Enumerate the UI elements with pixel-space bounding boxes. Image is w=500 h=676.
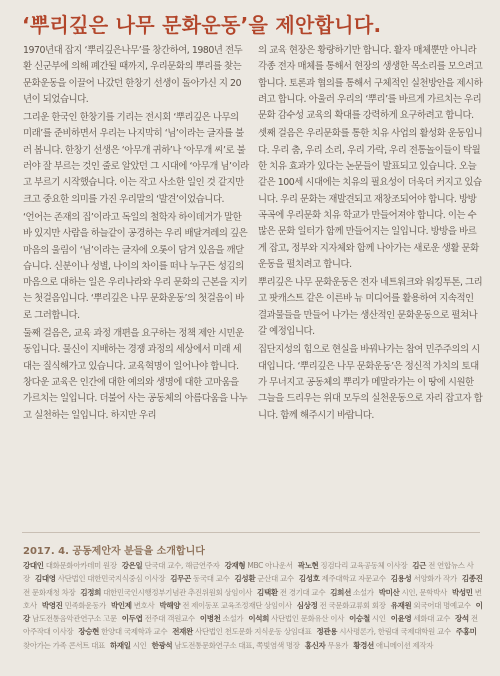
paragraph: 1970년대 잡지 ‘뿌리깊은나무’를 창간하여, 1980년 전두환 신군부에 의해 폐간될 때까지, 우리문화의 뿌리를 찾는 문화운동을 이끌어 나갔던 한창기 선생이 돌아가신 지 20년이 되었습니다. — [23, 45, 243, 105]
contributor-item — [172, 627, 311, 636]
contributor-desc: 소설가 — [222, 614, 244, 624]
contributor-name: 김택환 — [257, 587, 278, 597]
contributor-item — [330, 588, 373, 597]
contributor-desc: 소설가 — [353, 587, 374, 597]
paragraph: 의 교육 현장은 황량하기만 합니다. 활자 매체뿐만 아니라 각종 전자 매체를 통해서 현장의 생생한 목소리를 모으려고 합니다. 토론과 협의를 통해서 구체적인 실천방안을 제시하려고 합니다. 아울러 우리의 ‘뿌리’를 바르게 가르치는 우리문화 감수성 교육의 확대를 강력하게 요구하려고 합니다. — [258, 45, 483, 122]
page-title: ‘뿌리깊은 나무 문화운동’을 제안합니다. — [22, 13, 382, 37]
contributor-name: 강은일 — [121, 561, 143, 570]
contributor-name: 강재형 — [224, 561, 246, 570]
paragraph: 셋째 걸음은 우리문화를 통한 치유 사업의 활성화 운동입니다. 우리 춤, 우리 소리, 우리 가락, 우리 전통놀이들이 탁월한 치유 효과가 있다는 논문들이 발표되고 있습니다. 오늘 같은 100세 시대에는 치유의 필요성이 더욱더 커지고 있습니다. 우리 문화는 재발견되고 재창조되어야 합니다. 방방곡곡에 우리문화 치유 학교가 만들어져야 합니다. 이는 수많은 문화 일터가 함께 만들어지는 일입니다. 방방을 바르게 잡고, 정부와 지자체와 함께 나아가는 새로운 생활 문화운동을 펼치려고 합니다. — [258, 128, 483, 270]
contributor-item — [122, 614, 195, 623]
contributor-desc: 사단법인 천도문화 지식운동 상임대표 — [195, 627, 312, 637]
contributor-name: 강대인 — [23, 561, 44, 570]
contributor-name: 이석희 — [248, 614, 270, 624]
contributor-desc: 전 국문화교류회 회장 — [319, 600, 386, 610]
contributor-name: 전재완 — [172, 627, 193, 637]
contributor-desc: 남도전통문화연구소 대표, 쪽빛염색 명장 — [174, 640, 300, 650]
contributor-item — [353, 641, 433, 650]
contributor-item — [110, 641, 147, 650]
contributor-item — [235, 574, 294, 583]
contributor-name: 이윤영 — [390, 614, 412, 624]
contributor-item — [391, 614, 450, 623]
contributor-item — [349, 614, 386, 623]
contributor-item — [200, 614, 243, 623]
contributors-heading: 2017. 4. 공동제안자 분들을 소개합니다 — [23, 546, 205, 557]
contributor-desc: 시인, 문학박사 — [401, 587, 447, 597]
paragraph: ‘언어는 존재의 집’이라고 독일의 철학자 하이데거가 말한 바 있지만 사람을 하늘같이 공경하는 우리 배달겨레의 깊은 마음의 울림이 ‘님’이라는 글자에 오롯이 담겨 있음을 깨닫습니다. 신분이나 성별, 나이의 차이를 떠나 누구든 성김의 마음으로 대하는 일은 우리나라와 우리 문화의 근본을 지키는 첫걸음입니다. ‘뿌리깊은 나무 문화운동’의 첫걸음이 바로 그러합니다. — [23, 211, 248, 321]
contributor-desc: 외국어대 명예교수 — [413, 600, 471, 610]
contributor-desc: 징검다리 교육공동체 이사장 — [320, 561, 408, 570]
contributor-desc: 단국대 교수, 해금연주자 — [144, 561, 220, 570]
contributor-desc: 세화대 교수 — [413, 614, 450, 624]
contributor-desc: 동국대 교수 — [192, 574, 230, 584]
contributor-item — [316, 627, 450, 636]
contributor-name: 김근 — [412, 561, 427, 570]
contributor-desc: 전 제이동포 교육조정재단 상임이사 — [182, 600, 292, 610]
contributor-item — [122, 561, 220, 570]
contributor-item — [248, 614, 344, 623]
contributor-item — [391, 574, 457, 583]
contributor-item — [299, 574, 386, 583]
contributor-name: 하재일 — [110, 640, 131, 650]
left-column — [23, 43, 249, 426]
contributor-name: 김대영 — [34, 574, 56, 584]
right-column — [258, 43, 484, 426]
contributor-desc: 변호사 — [133, 600, 155, 610]
contributor-item — [111, 601, 154, 610]
contributor-desc: 전 경기대 교수 — [279, 587, 326, 597]
contributor-item — [379, 588, 447, 597]
contributor-desc: 제주대학교 자문교수 — [321, 574, 386, 584]
paragraph: 집단지성의 힘으로 현실을 바꿔나가는 참여 민주주의의 시대입니다. ‘뿌리깊은 나무 문화운동’은 정신적 가치의 토대가 무너지고 공동체의 뿌리가 메말라가는 이 땅에 시원한 그늘을 드리우는 위대 모두의 실천운동으로 자리 잡고자 합니다. 함께 해주시기 바랍니다. — [258, 344, 483, 421]
contributor-name: 정관용 — [316, 627, 338, 637]
contributor-desc: 군산대 교수 — [257, 574, 294, 584]
contributor-desc: 서양화가 작가 — [413, 574, 457, 584]
contributor-item — [225, 561, 293, 570]
contributor-desc: 남도전통음악관연구소 고문 — [31, 614, 117, 624]
contributor-name: 박성민 — [451, 587, 473, 597]
contributor-desc: 찾아가는 가족 콘서트 대표 — [23, 640, 105, 650]
contributor-name: 이강 — [23, 600, 483, 624]
contributor-name: 한광석 — [151, 640, 173, 650]
contributor-name: 곽노현 — [297, 561, 319, 570]
contributor-desc: 한양대 국제학과 교수 — [101, 627, 168, 637]
contributor-item — [257, 588, 325, 597]
contributor-desc: 전 아주작대 이사장 — [23, 614, 478, 637]
contributor-item — [23, 561, 117, 570]
contributor-desc: 애니메이션 제작자 — [375, 640, 434, 650]
contributor-desc: 사단법인 문화유산 이사 — [271, 614, 345, 624]
contributor-desc: MBC 아나운서 — [247, 561, 293, 570]
contributor-item — [298, 561, 408, 570]
contributor-item — [305, 641, 348, 650]
contributor-name: 김용성 — [390, 574, 412, 584]
contributor-item — [42, 601, 106, 610]
contributor-name: 김성환 — [234, 574, 256, 584]
paragraph: 둘째 걸음은, 교육 과정 개편을 요구하는 정책 제안 시민운동입니다. 물신이 지배하는 경쟁 과정의 세상에서 미래 세대는 질식해가고 있습니다. 교육혁명이 일어나야 합니다. 창다운 교육은 인간에 대한 예의와 생명에 대한 고마움을 가르치는 일입니다. 더불어 사는 공동체의 아름다움을 나누고 실천하는 일입니다. 하지만 우리 — [23, 328, 248, 421]
contributors-list — [23, 559, 483, 652]
contributor-desc: 대한민국인시행정부기념관 추진위원회 상임이사 — [103, 587, 252, 597]
paragraph: 그리운 한국인 한창기를 기리는 전시회 ‘뿌리깊은 나무의 미래’를 준비하면서 우리는 나지막히 ‘님’이라는 글자를 불러 봅니다. 한창기 선생은 ‘아무개 귀하’나 ‘아무개 씨’로 불러야 잘 부르는 것인 줄로 알았던 그 시대에 ‘아무개 님’이라고 부르기 시작했습니다. 이는 작고 사소한 일인 것 같지만 크고 중요한 의미를 가진 우리말의 ‘발견’이었습니다. — [23, 112, 249, 205]
contributor-name: 김무곤 — [170, 574, 191, 584]
contributor-name: 김희선 — [330, 587, 351, 597]
contributor-name: 박해양 — [159, 600, 181, 610]
contributor-name: 박영진 — [41, 600, 63, 610]
contributor-name: 유재원 — [390, 600, 412, 610]
contributor-item — [159, 601, 291, 610]
contributor-desc: 사단법인 대한민국지식중심 이사장 — [57, 574, 166, 584]
contributor-desc: 대화문화아카데미 원장 — [45, 561, 117, 570]
paragraph: 뿌리깊은 나무 문화운동은 전자 네트워크와 워킹투톤, 그리고 팟캐스트 같은 이른바 뉴 미디어를 활용하여 지속적인 결과물들을 만들어 나가는 생산적인 문화운동으로 펼쳐나갈 예정입니다. — [258, 277, 483, 338]
contributor-name: 김종진 — [461, 574, 483, 584]
contributor-desc: 시인 — [132, 640, 147, 650]
contributor-name: 황경선 — [353, 640, 374, 650]
contributor-desc: 시사평론가, 한림대 국제대학원 교수 — [339, 627, 451, 637]
contributor-name: 박미산 — [378, 587, 400, 597]
contributor-item — [35, 574, 165, 583]
contributor-name: 이두엽 — [121, 614, 143, 624]
contributor-name: 박인제 — [111, 600, 132, 610]
contributor-name: 심상정 — [296, 600, 318, 610]
contributor-desc: 민족화운동가 — [64, 600, 106, 610]
divider — [22, 532, 480, 533]
contributor-desc: 전 연합뉴스 사장 — [23, 561, 474, 584]
contributor-item — [170, 574, 229, 583]
contributor-desc: 전 문화재청 차장 — [23, 587, 76, 597]
contributor-name: 김성호 — [298, 574, 320, 584]
contributor-item — [80, 588, 252, 597]
contributor-desc: 전주대 객원교수 — [144, 614, 195, 624]
contributor-item — [78, 627, 167, 636]
contributor-name: 홍신자 — [304, 640, 326, 650]
contributor-item — [297, 601, 386, 610]
contributor-name: 주홍미 — [455, 627, 477, 637]
contributor-name: 이병천 — [199, 614, 221, 624]
contributor-name: 장석 — [455, 614, 469, 624]
contributor-desc: 변호사 — [23, 587, 482, 610]
contributor-item — [152, 641, 300, 650]
contributor-name: 이승철 — [349, 614, 370, 624]
contributor-item — [391, 601, 471, 610]
contributor-name: 장승현 — [78, 627, 100, 637]
contributor-desc: 무용가 — [327, 640, 349, 650]
contributor-desc: 시인 — [371, 614, 386, 624]
contributor-name: 김정희 — [80, 587, 102, 597]
